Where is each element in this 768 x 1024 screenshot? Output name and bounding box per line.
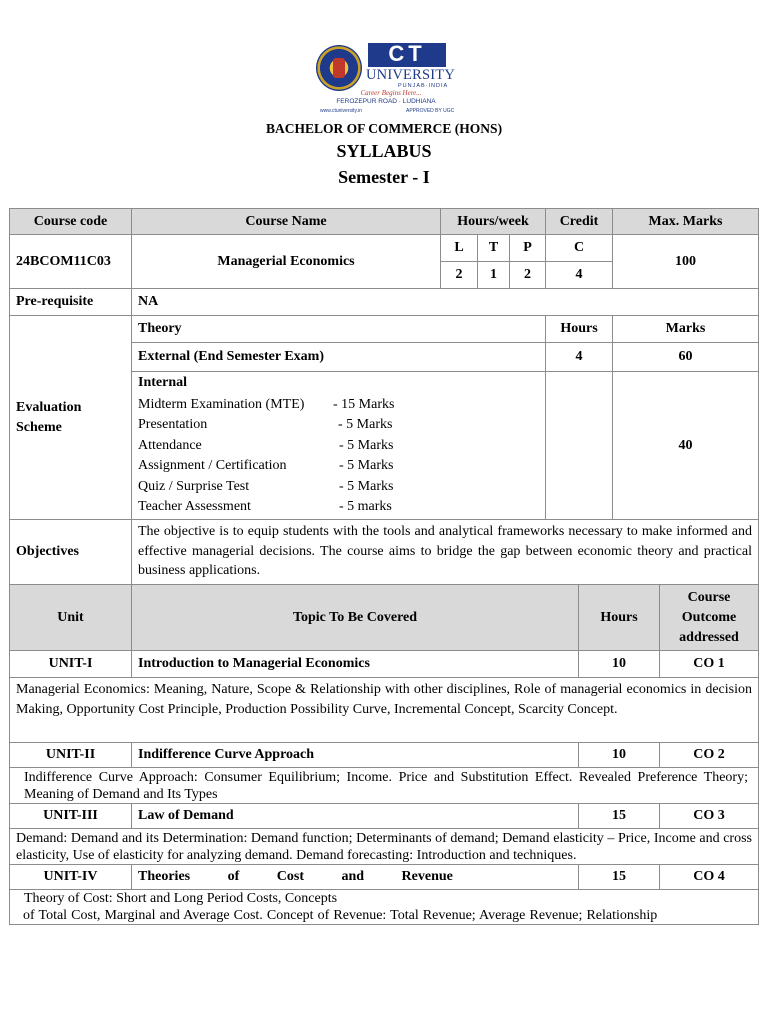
ltp-label-p: P: [509, 234, 546, 262]
unit-content-line: Theory of Cost: Short and Long Period Costs, Concepts: [24, 891, 338, 906]
unit-hours: 15: [578, 803, 660, 829]
course-outcome-header: Course Outcome addressed: [659, 584, 759, 651]
external-exam-marks: 60: [612, 342, 759, 372]
ltp-label-l: L: [440, 234, 478, 262]
unit-hours: 10: [578, 650, 660, 678]
logo-address: FEROZEPUR ROAD · LUDHIANA: [336, 98, 436, 105]
course-name-header: Course Name: [131, 208, 441, 235]
unit-co: CO 1: [659, 650, 759, 678]
internal-item-name: Presentation: [138, 417, 208, 432]
unit-co: CO 3: [659, 803, 759, 829]
logo-website: www.ctuniversity.in: [320, 108, 362, 114]
credit-value: 4: [545, 261, 613, 289]
unit-content: Managerial Economics: Meaning, Nature, Scope & Relationship with other disciplines, Role of managerial economics in decision Making, Opportunity Cost Principle, Production Possibility Curve, Incremental Concept, Scarcity Concept.: [9, 677, 759, 743]
ltp-value-p: 2: [509, 261, 546, 289]
unit-label: UNIT-I: [9, 650, 132, 678]
internal-item-marks: - 15 Marks: [333, 397, 395, 412]
external-exam-label: External (End Semester Exam): [131, 342, 546, 372]
max-marks-header: Max. Marks: [612, 208, 759, 235]
unit-hours: 10: [578, 742, 660, 768]
logo-university-text: UNIVERSITY: [366, 67, 455, 83]
unit-label: UNIT-III: [9, 803, 132, 829]
internal-item-name: Teacher Assessment: [138, 499, 251, 514]
internal-item-marks: - 5 Marks: [339, 479, 394, 494]
ltp-label-t: T: [477, 234, 510, 262]
unit-content: Indifference Curve Approach: Consumer Equilibrium; Income. Price and Substitution Effect. Revealed Preference Theory; Meaning of Demand and Its Types: [9, 767, 759, 804]
objectives-text: The objective is to equip students with the tools and analytical frameworks necessary to make informed and effective managerial decisions. The course aims to bridge the gap between economic theory and practical business applications.: [131, 519, 759, 585]
internal-item-name: Midterm Examination (MTE): [138, 397, 305, 412]
unit-header: Unit: [9, 584, 132, 651]
unit-content: [9, 889, 759, 925]
internal-hours-cell: [545, 371, 613, 520]
unit-title: Theories of Cost and Revenue: [131, 864, 579, 890]
unit-content: Demand: Demand and its Determination: Demand function; Determinants of demand; Demand elasticity – Price, Income and cross elasticity, Use of elasticity for analyzing demand. Demand forecasting: Introduction and techniques.: [9, 828, 759, 865]
unit-co: CO 4: [659, 864, 759, 890]
internal-item-name: Assignment / Certification: [138, 458, 287, 473]
course-name-value: Managerial Economics: [131, 234, 441, 289]
internal-item-marks: - 5 Marks: [338, 417, 393, 432]
ltp-value-t: 1: [477, 261, 510, 289]
external-exam-hours: 4: [545, 342, 613, 372]
internal-item-marks: - 5 marks: [339, 499, 392, 514]
topic-header: Topic To Be Covered: [131, 584, 579, 651]
credit-label-c: C: [545, 234, 613, 262]
prerequisite-value: NA: [131, 288, 759, 316]
logo-ct-text: CT: [388, 41, 426, 66]
unit-label: UNIT-II: [9, 742, 132, 768]
university-logo: [316, 42, 456, 120]
internal-item-name: Attendance: [138, 438, 202, 453]
objectives-label: Objectives: [9, 519, 132, 585]
syllabus-title: SYLLABUS: [336, 141, 432, 161]
unit-title: Law of Demand: [131, 803, 579, 829]
logo-tagline: Career Begins Here...: [360, 89, 422, 97]
internal-title: Internal: [138, 375, 187, 390]
program-title: BACHELOR OF COMMERCE (HONS): [265, 121, 503, 136]
unit-hours: 15: [578, 864, 660, 890]
unit-title: Introduction to Managerial Economics: [131, 650, 579, 678]
hours-header: Hours: [578, 584, 660, 651]
internal-item-marks: - 5 Marks: [339, 438, 394, 453]
hours-week-header: Hours/week: [440, 208, 546, 235]
internal-item-name: Quiz / Surprise Test: [138, 479, 250, 494]
eval-hours-header: Hours: [545, 315, 613, 343]
logo-approved: APPROVED BY UGC: [406, 108, 455, 114]
logo-punjab-text: PUNJAB·INDIA: [398, 83, 449, 89]
theory-label: Theory: [131, 315, 546, 343]
internal-item-marks: - 5 Marks: [339, 458, 394, 473]
course-code-value: 24BCOM11C03: [9, 234, 132, 289]
course-code-header: Course code: [9, 208, 132, 235]
eval-marks-header: Marks: [612, 315, 759, 343]
semester-title: Semester - I: [338, 167, 430, 187]
internal-assessment-cell: [131, 371, 546, 520]
internal-items-list: [138, 395, 539, 519]
unit-content-line: of Total Cost, Marginal and Average Cost. Concept of Revenue: Total Revenue; Average Revenue; Relationship: [23, 908, 658, 923]
unit-title: Indifference Curve Approach: [131, 742, 579, 768]
internal-marks-value: 40: [612, 371, 759, 520]
credit-header: Credit: [545, 208, 613, 235]
unit-co: CO 2: [659, 742, 759, 768]
university-seal-icon: [316, 45, 362, 91]
unit-label: UNIT-IV: [9, 864, 132, 890]
ltp-value-l: 2: [440, 261, 478, 289]
evaluation-scheme-label: Evaluation Scheme: [9, 315, 132, 520]
max-marks-value: 100: [612, 234, 759, 289]
prerequisite-label: Pre-requisite: [9, 288, 132, 316]
